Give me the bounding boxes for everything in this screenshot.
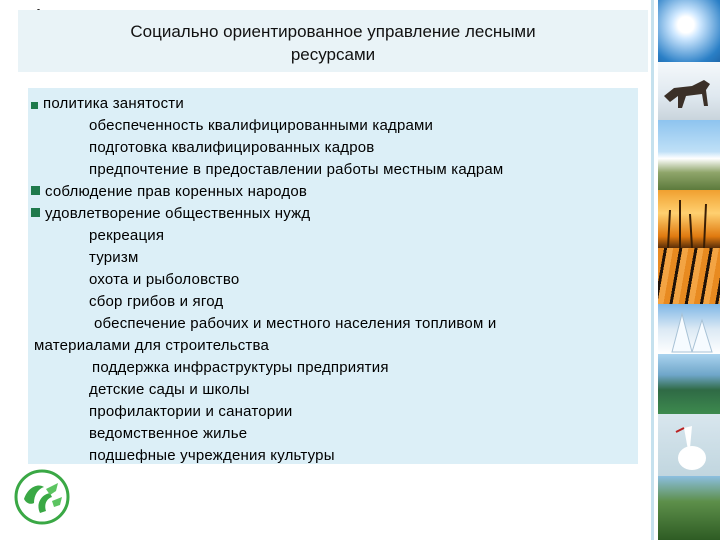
photo-strip (658, 0, 720, 540)
forest-leaf-logo-icon (12, 467, 72, 527)
list-item-tourism: туризм (89, 249, 139, 266)
bullet-icon (31, 208, 40, 217)
crane-bird-image (658, 414, 720, 476)
list-item-local-hiring: предпочтение в предоставлении работы местным кадрам (89, 161, 504, 178)
forest-hills-image (658, 476, 720, 540)
content-box (28, 88, 638, 464)
lake-image (658, 354, 720, 414)
list-item-housing: ведомственное жилье (89, 425, 248, 442)
list-item-staff-training: подготовка квалифицированных кадров (89, 139, 375, 156)
list-item-mushrooms-berries: сбор грибов и ягод (89, 293, 224, 310)
page-title (18, 20, 648, 66)
sunset-reeds-image (658, 190, 720, 248)
title-box (18, 10, 648, 72)
list-item-recreation: рекреация (89, 227, 165, 244)
list-item-kindergartens-schools: детские сады и школы (89, 381, 250, 398)
bullet-icon (31, 186, 40, 195)
title-line-1: Социально ориентированное управление лесными (130, 22, 536, 41)
divider (651, 0, 654, 540)
sun-through-trees-image (658, 0, 720, 62)
list-item-cultural-institutions: подшефные учреждения культуры (89, 447, 335, 464)
list-item-fuel-supply: обеспечение рабочих и местного населения топливом и (94, 315, 497, 332)
list-item-hunting-fishing: охота и рыболовство (89, 271, 240, 288)
wolf-image (658, 62, 720, 120)
snowy-trees-image (658, 304, 720, 354)
tiger-image (658, 248, 720, 304)
list-item-infrastructure: поддержка инфраструктуры предприятия (92, 359, 389, 376)
list-item-qualified-staff: обеспеченность квалифицированными кадрами (89, 117, 434, 134)
list-item-sanatoriums: профилактории и санатории (89, 403, 293, 420)
list-item-fuel-supply-continued: материалами для строительства (34, 337, 270, 354)
list-item-indigenous-rights: соблюдение прав коренных народов (45, 183, 308, 200)
bullet-icon (31, 102, 38, 109)
title-line-2: ресурсами (290, 45, 376, 64)
list-item-employment-policy: политика занятости (43, 95, 184, 112)
list-item-public-needs: удовлетворение общественных нужд (45, 205, 311, 222)
mountains-image (658, 120, 720, 190)
